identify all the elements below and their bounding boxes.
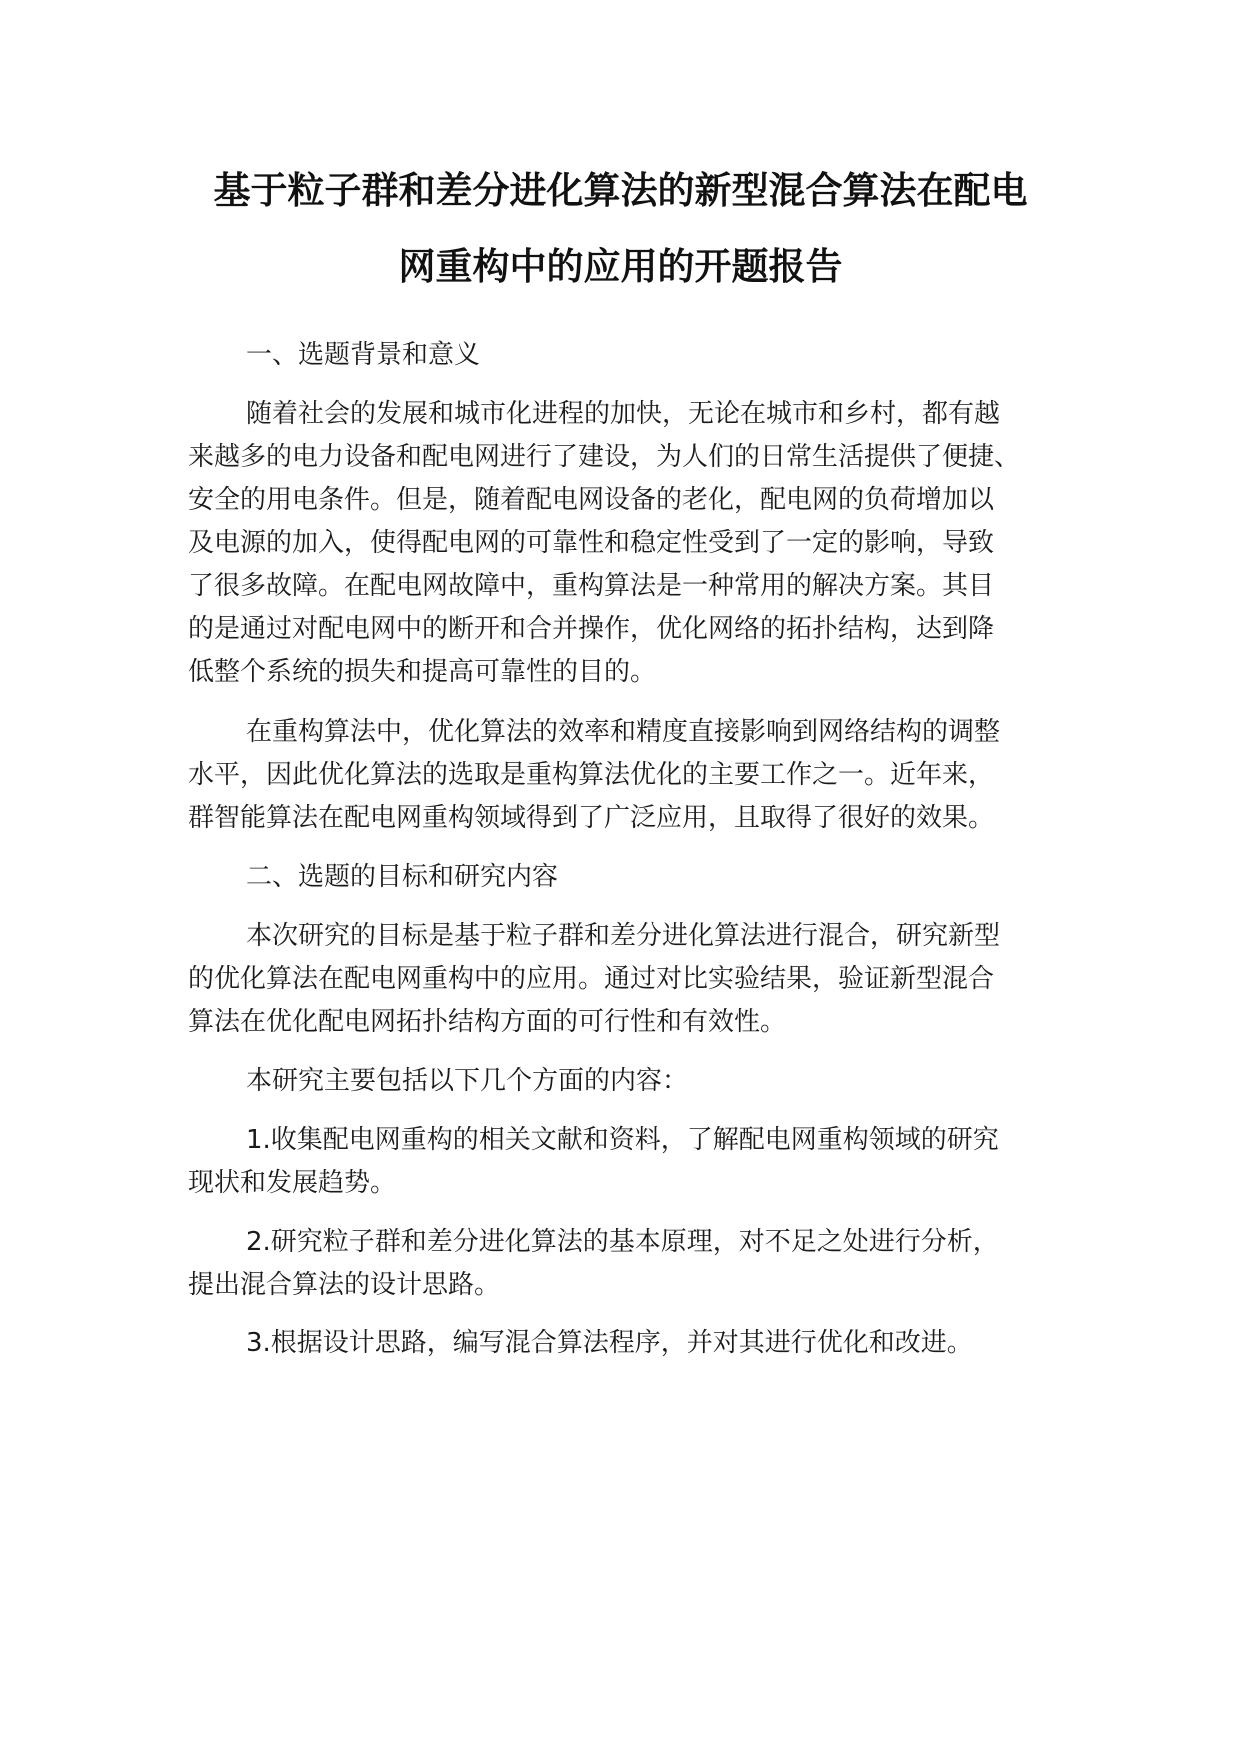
paragraph-line: 水平，因此优化算法的选取是重构算法优化的主要工作之一。近年来， [188, 760, 995, 790]
section-1-heading: 一、选题背景和意义 [246, 340, 481, 370]
paragraph-line: 的优化算法在配电网重构中的应用。通过对比实验结果，验证新型混合 [188, 964, 995, 994]
paragraph-line: 本研究主要包括以下几个方面的内容： [246, 1066, 689, 1096]
list-item-line: 提出混合算法的设计思路。 [188, 1270, 501, 1300]
document-title-line-2: 网重构中的应用的开题报告 [398, 245, 843, 288]
paragraph-line: 来越多的电力设备和配电网进行了建设，为人们的日常生活提供了便捷、 [188, 442, 1021, 472]
paragraph-line: 随着社会的发展和城市化进程的加快，无论在城市和乡村，都有越 [246, 399, 1001, 429]
section-2-heading: 二、选题的目标和研究内容 [246, 862, 559, 892]
paragraph-line: 在重构算法中，优化算法的效率和精度直接影响到网络结构的调整 [246, 717, 1001, 747]
paragraph-line: 本次研究的目标是基于粒子群和差分进化算法进行混合，研究新型 [246, 921, 1001, 951]
document-title-line-1: 基于粒子群和差分进化算法的新型混合算法在配电 [213, 169, 1028, 212]
list-item-line: 现状和发展趋势。 [188, 1168, 397, 1198]
paragraph-line: 安全的用电条件。但是，随着配电网设备的老化，配电网的负荷增加以 [188, 485, 995, 515]
list-item-line: 2.研究粒子群和差分进化算法的基本原理，对不足之处进行分析， [246, 1227, 999, 1257]
paragraph-line: 了很多故障。在配电网故障中，重构算法是一种常用的解决方案。其目 [188, 571, 995, 601]
paragraph-line: 低整个系统的损失和提高可靠性的目的。 [188, 657, 657, 687]
paragraph-line: 及电源的加入，使得配电网的可靠性和稳定性受到了一定的影响，导致 [188, 528, 995, 558]
paragraph-line: 算法在优化配电网拓扑结构方面的可行性和有效性。 [188, 1007, 787, 1037]
paragraph-line: 的是通过对配电网中的断开和合并操作，优化网络的拓扑结构，达到降 [188, 614, 995, 644]
list-item-line: 1.收集配电网重构的相关文献和资料，了解配电网重构领域的研究 [246, 1125, 999, 1155]
paragraph-line: 群智能算法在配电网重构领域得到了广泛应用，且取得了很好的效果。 [188, 803, 995, 833]
list-item-line: 3.根据设计思路，编写混合算法程序，并对其进行优化和改进。 [246, 1328, 973, 1358]
